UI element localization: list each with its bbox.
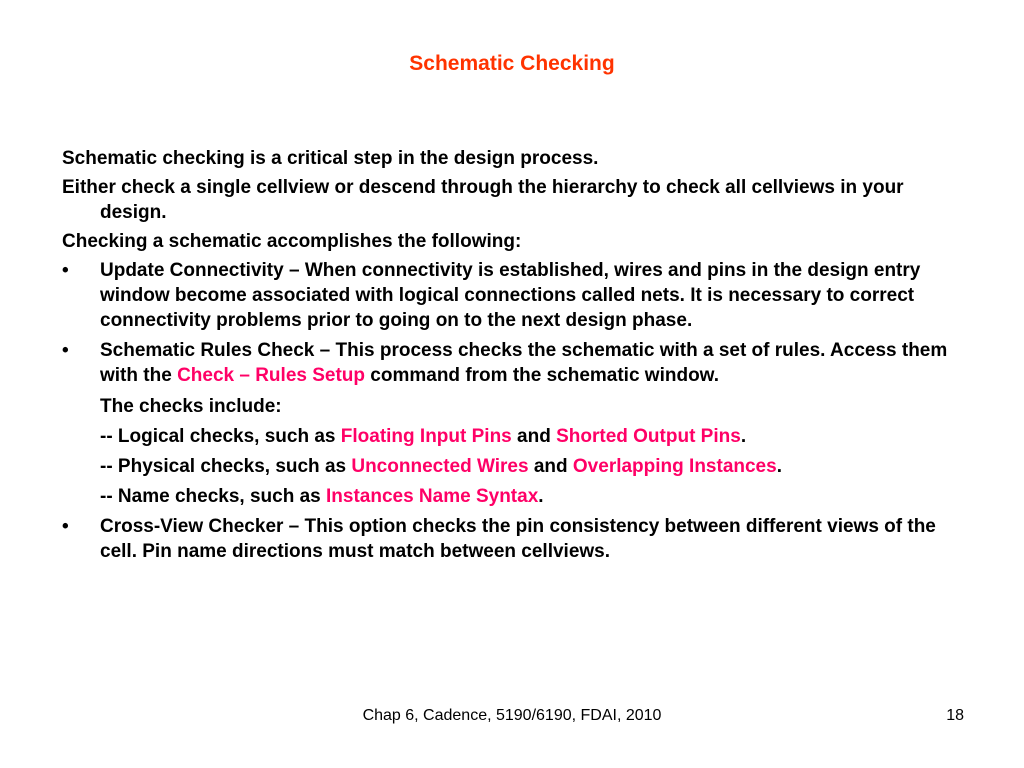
name-checks-prefix: -- Name checks, such as [100, 486, 326, 507]
bullet-cross-view-checker [62, 514, 972, 564]
logical-checks-joiner: and [511, 426, 557, 447]
physical-checks-suffix: . [776, 456, 782, 477]
footer-text: Chap 6, Cadence, 5190/6190, FDAI, 2010 [362, 707, 662, 724]
logical-checks-line [62, 424, 972, 449]
bullet-text-after: command from the schematic window. [365, 365, 720, 386]
paragraph-accomplishes: Checking a schematic accomplishes the following: [62, 231, 522, 252]
name-checks-suffix: . [538, 486, 544, 507]
instances-name-syntax-highlight: Instances Name Syntax [326, 486, 539, 507]
page-number: 18 [946, 707, 964, 724]
name-checks-line [62, 484, 972, 509]
slide-body [62, 146, 972, 569]
overlapping-instances-highlight: Overlapping Instances [572, 456, 777, 477]
unconnected-wires-highlight: Unconnected Wires [351, 456, 529, 477]
bullet-dot-icon: • [62, 260, 69, 281]
paragraph-cellview: Either check a single cellview or descend through the hierarchy to check all cellviews in your design. [62, 177, 904, 223]
bullet-text-before: Schematic Rules Check – This process checks the schematic with a set of rules. Access them with the [100, 340, 948, 386]
bullet-dot-icon: • [62, 516, 69, 537]
logical-checks-suffix: . [740, 426, 747, 447]
bullet-text: Update Connectivity – When connectivity is established, wires and pins in the design entry window become associated with logical connections called nets. It is necessary to correct connectivity problems prior to going on to the next design phase. [100, 260, 921, 331]
physical-checks-line [62, 454, 972, 479]
paragraph-intro: Schematic checking is a critical step in the design process. [62, 148, 599, 169]
floating-input-pins-highlight: Floating Input Pins [340, 426, 512, 447]
logical-checks-prefix: -- Logical checks, such as [100, 426, 341, 447]
physical-checks-prefix: -- Physical checks, such as [100, 456, 352, 477]
bullet-text: Cross-View Checker – This option checks the pin consistency between different views of the cell. Pin name directions must match between cellviews. [100, 516, 936, 562]
bullet-update-connectivity [62, 258, 972, 333]
slide-title: Schematic Checking [409, 52, 615, 75]
bullet-dot-icon: • [62, 340, 69, 361]
shorted-output-pins-highlight: Shorted Output Pins [556, 426, 741, 447]
bullet-schematic-rules-check [62, 338, 972, 388]
checks-intro: The checks include: [100, 396, 282, 417]
check-rules-setup-highlight: Check – Rules Setup [177, 365, 366, 386]
physical-checks-joiner: and [528, 456, 573, 477]
